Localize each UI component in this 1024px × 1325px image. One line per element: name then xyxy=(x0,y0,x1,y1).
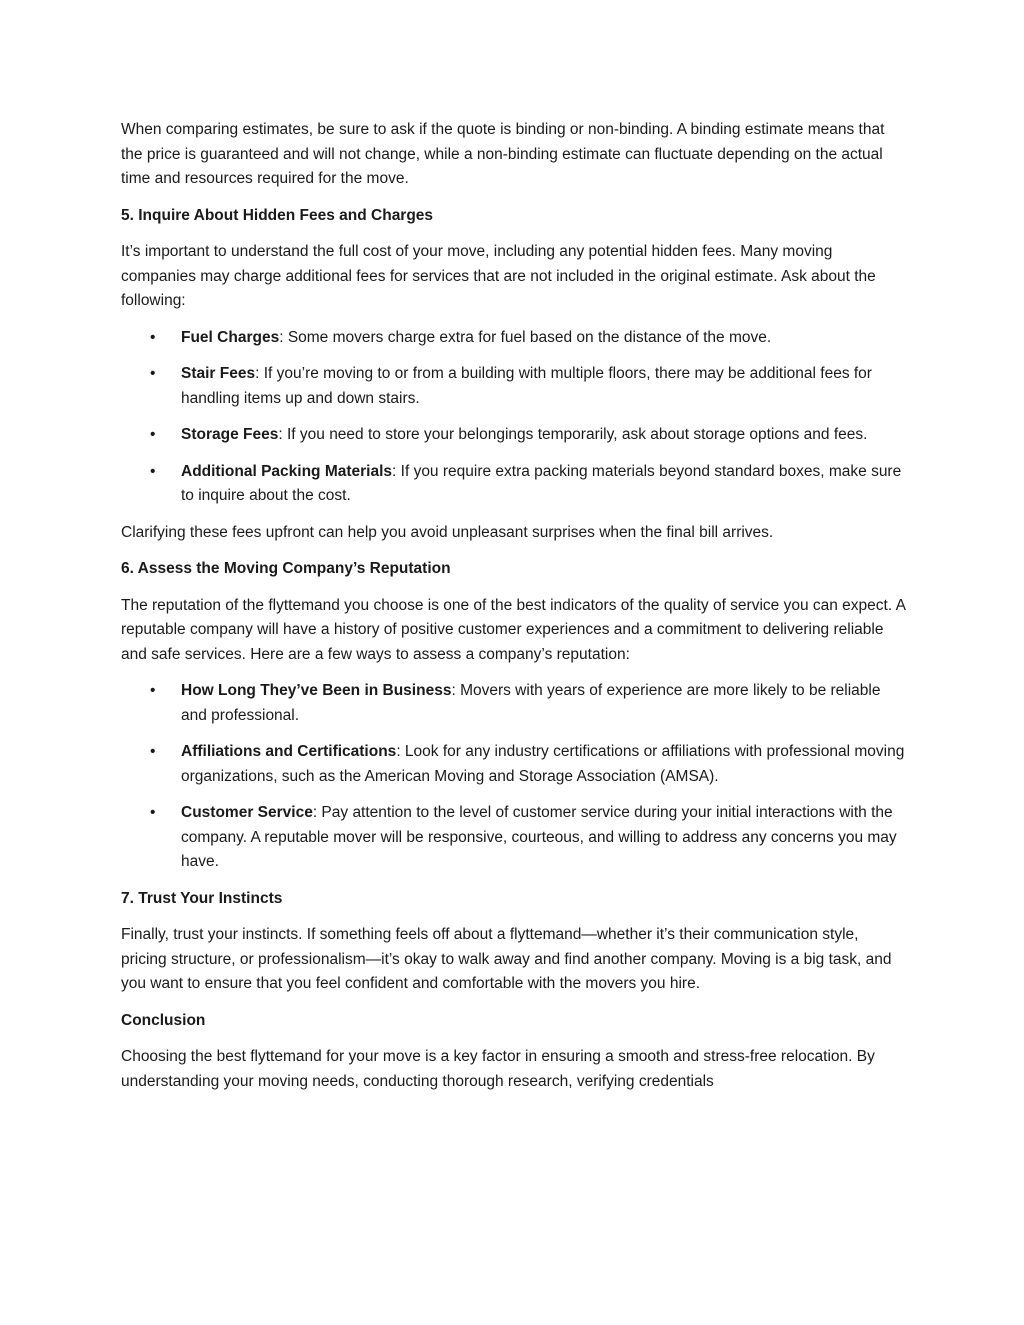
list-item-term: Stair Fees xyxy=(181,365,256,382)
bullet: • xyxy=(150,426,156,443)
list-item xyxy=(121,801,906,875)
bullet: • xyxy=(150,462,156,480)
list-item-text: : Look for any industry certifications or affiliations with professional moving organizations, such as the American Moving and Storage Association (AMSA). xyxy=(181,743,905,785)
bullet: • xyxy=(150,804,156,821)
bullet: • xyxy=(150,365,156,382)
conclusion-paragraph: Choosing the best flyttemand for your move is a key factor in ensuring a smooth and stress-free relocation. By understanding your moving needs, conducting thorough research, verifying credentials xyxy=(121,1048,875,1090)
intro-paragraph: When comparing estimates, be sure to ask if the quote is binding or non-binding. A binding estimate means that the price is guaranteed and will not change, while a non-binding estimate can fluctuate depending on the actual time and resources required for the move. xyxy=(121,121,885,187)
list-item xyxy=(121,740,906,789)
list-item xyxy=(121,326,906,351)
list-item-text: : If you’re moving to or from a building with multiple floors, there may be additional fees for handling items up and down stairs. xyxy=(181,365,872,407)
list-item-term: Customer Service xyxy=(181,804,313,821)
section-5-closing: Clarifying these fees upfront can help you avoid unpleasant surprises when the final bill arrives. xyxy=(121,523,774,541)
section-5-heading: 5. Inquire About Hidden Fees and Charges xyxy=(121,206,434,224)
section-5-paragraph: It’s important to understand the full cost of your move, including any potential hidden fees. Many moving companies may charge additional fees for services that are not included in the original estimate. Ask about the following: xyxy=(121,243,876,309)
list-item-term: How Long They’ve Been in Business xyxy=(181,682,452,699)
reputation-list xyxy=(121,679,906,875)
bullet: • xyxy=(150,682,156,699)
list-item-text: : Pay attention to the level of customer service during your initial interactions with the company. A reputable mover will be responsive, courteous, and willing to address any concerns you may have. xyxy=(181,804,897,870)
conclusion-heading: Conclusion xyxy=(121,1011,206,1029)
list-item xyxy=(121,679,906,728)
list-item-term: Affiliations and Certifications xyxy=(181,743,397,760)
list-item-text: : If you require extra packing materials beyond standard boxes, make sure to inquire about the cost. xyxy=(181,462,902,504)
bullet: • xyxy=(150,328,156,346)
section-7-heading: 7. Trust Your Instincts xyxy=(121,889,283,907)
list-item xyxy=(121,460,906,509)
section-7-paragraph: Finally, trust your instincts. If something feels off about a flyttemand—whether it’s their communication style, pricing structure, or professionalism—it’s okay to walk away and find another company. Moving is a big task, and you want to ensure that you feel confident and comfortable with the movers you hire. xyxy=(121,926,892,992)
list-item xyxy=(121,362,906,411)
list-item-term: Fuel Charges xyxy=(181,328,280,346)
section-6-heading: 6. Assess the Moving Company’s Reputation xyxy=(121,560,451,577)
list-item-text: : Movers with years of experience are more likely to be reliable and professional. xyxy=(181,682,881,724)
list-item-text: : If you need to store your belongings temporarily, ask about storage options and fees. xyxy=(278,426,868,443)
section-6-paragraph: The reputation of the flyttemand you choose is one of the best indicators of the quality of service you can expect. A reputable company will have a history of positive customer experiences and a commitment to delivering reliable and safe services. Here are a few ways to assess a company’s reputation: xyxy=(121,596,906,663)
list-item-term: Storage Fees xyxy=(181,426,279,443)
list-item xyxy=(121,423,906,448)
list-item-term: Additional Packing Materials xyxy=(181,462,393,480)
bullet: • xyxy=(150,743,156,760)
list-item-text: : Some movers charge extra for fuel based on the distance of the move. xyxy=(279,328,772,346)
document-page xyxy=(121,118,906,1106)
hidden-fees-list xyxy=(121,326,906,509)
